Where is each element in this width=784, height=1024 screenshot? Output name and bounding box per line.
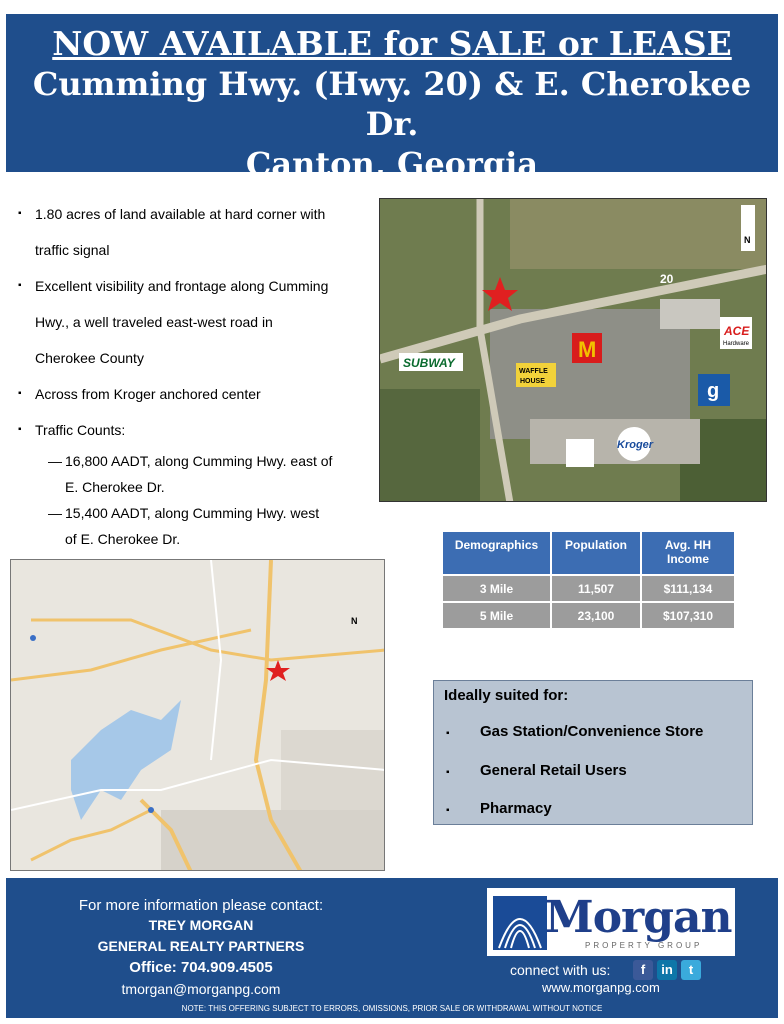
morgan-logo: [487, 888, 735, 956]
demographics-header: Demographics: [443, 532, 552, 574]
traffic-count-west: — 15,400 AADT, along Cumming Hwy. west of E. Cherokee Dr.: [48, 505, 320, 547]
ideally-suited-box: Ideally suited for: ▪ Gas Station/Convenience Store ▪ General Retail Users ▪ Pharmacy: [433, 680, 753, 825]
morgan-arch-icon: [493, 896, 547, 950]
highlight-traffic: ▪ Traffic Counts:: [18, 412, 358, 448]
highlight-kroger: ▪ Across from Kroger anchored center: [18, 376, 358, 412]
table-row: 5 Mile 23,100 $107,310: [443, 601, 734, 628]
contact-company: GENERAL REALTY PARTNERS: [97, 938, 305, 954]
aerial-drawing: [380, 199, 767, 502]
svg-text:SUBWAY: SUBWAY: [403, 356, 455, 370]
population-header: Population: [552, 532, 642, 574]
list-item: Pharmacy: [480, 800, 552, 817]
title-banner: [6, 14, 778, 183]
contact-phone: Office: 704.909.4505: [129, 959, 273, 976]
svg-text:HOUSE: HOUSE: [520, 378, 545, 385]
aerial-photo: [379, 198, 767, 502]
highlight-visibility: ▪ Excellent visibility and frontage along Cumming Hwy., a well traveled east-west road in Cherokee County: [18, 268, 358, 376]
contact-intro: For more information please contact:: [78, 897, 324, 914]
svg-text:g: g: [707, 380, 720, 402]
logo-word: Morgan: [545, 892, 732, 943]
svg-text:M: M: [578, 337, 597, 362]
svg-text:ACE: ACE: [724, 324, 750, 338]
facebook-icon[interactable]: f: [633, 960, 653, 980]
table-row: 3 Mile 11,507 $111,134: [443, 574, 734, 601]
contact-info: [46, 896, 356, 1000]
svg-text:Hardware: Hardware: [723, 341, 750, 347]
demographics-table: [443, 532, 734, 628]
logo-subtitle: PROPERTY GROUP: [585, 941, 703, 950]
connect-label: connect with us:: [510, 962, 611, 978]
map-drawing: [11, 560, 385, 871]
svg-text:WAFFLE: WAFFLE: [519, 368, 548, 375]
contact-email[interactable]: tmorgan@morganpg.com: [121, 981, 281, 997]
suited-title: Ideally suited for:: [444, 687, 569, 704]
city-line: Canton, Georgia: [245, 145, 539, 183]
fitness-logo: [566, 439, 594, 467]
area-map: [10, 559, 385, 871]
address-line: Cumming Hwy. (Hwy. 20) & E. Cherokee Dr.: [32, 65, 752, 143]
table-header-row: [443, 532, 734, 574]
website-link[interactable]: www.morganpg.com: [542, 980, 660, 995]
traffic-count-east: — 16,800 AADT, along Cumming Hwy. east of E. Cherokee Dr.: [48, 453, 333, 495]
property-highlights: [18, 196, 358, 552]
svg-text:N: N: [351, 616, 358, 626]
hwy-20-label: 20: [660, 272, 674, 286]
income-header: Avg. HH Income: [642, 532, 734, 574]
disclaimer-note: NOTE: THIS OFFERING SUBJECT TO ERRORS, OMISSIONS, PRIOR SALE OR WITHDRAWAL WITHOUT NOTICE: [181, 1004, 603, 1013]
contact-footer: [6, 878, 778, 1018]
highlight-acreage: ▪ 1.80 acres of land available at hard corner with traffic signal: [18, 196, 358, 268]
list-item: General Retail Users: [480, 762, 627, 779]
linkedin-icon[interactable]: in: [657, 960, 677, 980]
list-item: Gas Station/Convenience Store: [480, 723, 704, 740]
svg-text:N: N: [744, 235, 751, 245]
svg-text:Kroger: Kroger: [617, 439, 654, 451]
contact-name: TREY MORGAN: [148, 917, 254, 933]
headline: NOW AVAILABLE for SALE or LEASE: [52, 24, 732, 63]
twitter-icon[interactable]: t: [681, 960, 701, 980]
